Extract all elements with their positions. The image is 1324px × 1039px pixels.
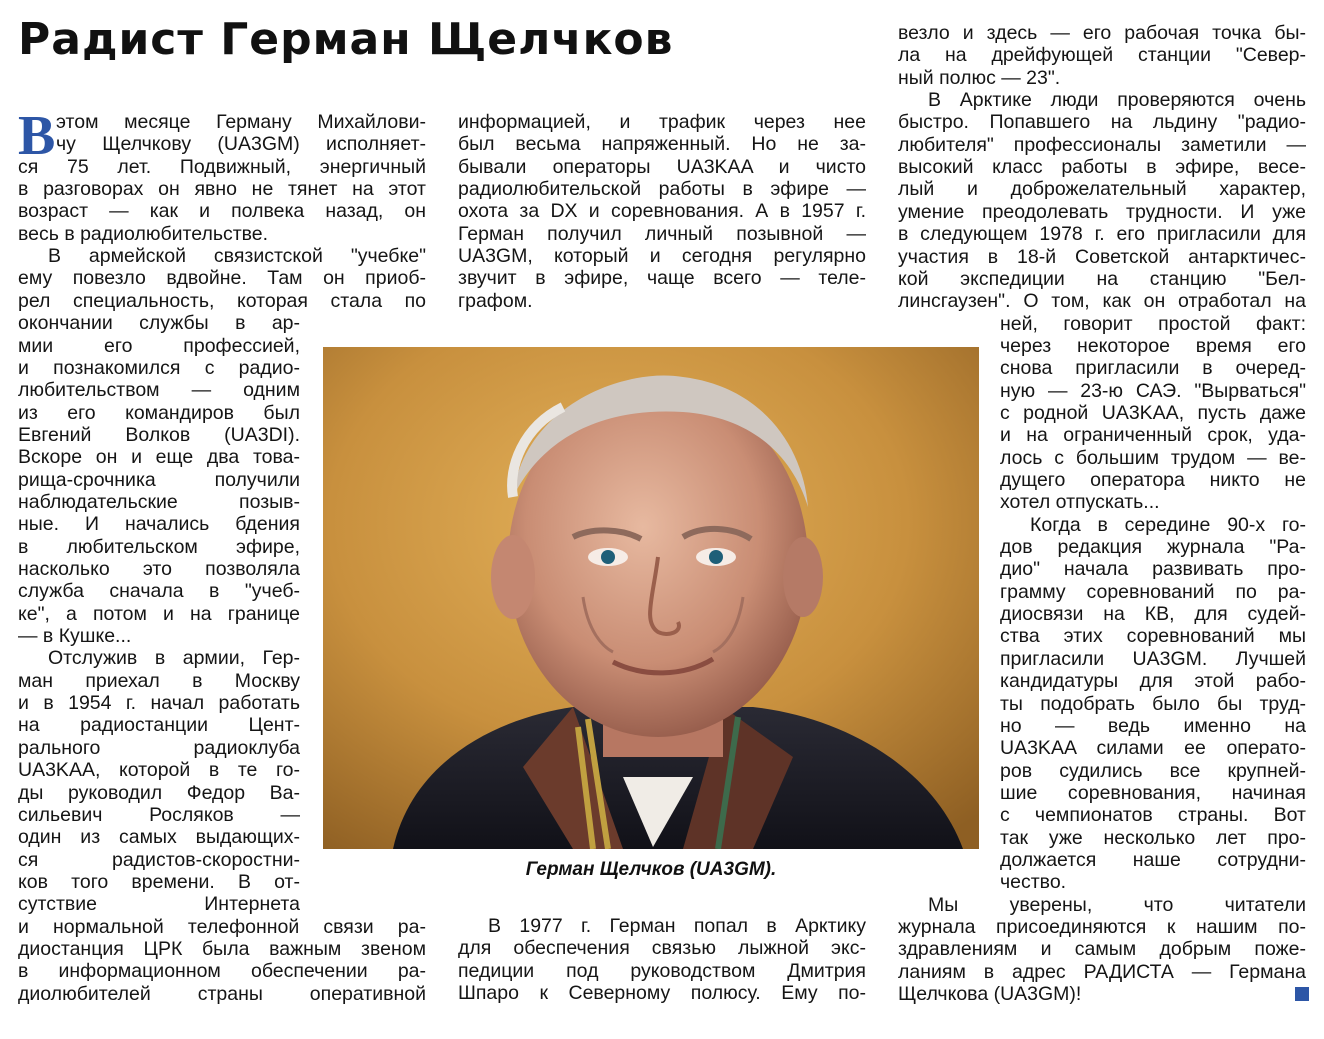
text-line: лось с большим трудом — ве- [1000,446,1306,469]
text-line: в информационном обеспечении ра- [18,960,426,983]
text-line: и нормальной телефонной связи ра- [18,915,426,938]
text-line: кой экспедиции на станцию "Бел- [898,267,1306,290]
text-line: линсгаузен". О том, как он отработал на [898,290,1306,313]
text-line: Отслужив в армии, Гер- [48,647,300,670]
text-line: ную — 23-ю САЭ. "Вырваться" [1000,379,1306,402]
text-line: но — ведь именно на [1000,714,1306,737]
photo-caption: Герман Щелчков (UA3GM). [525,859,777,880]
text-line: лый и доброжелательный характер, [898,178,1306,201]
text-line: с родной UA3KAA, пусть даже [1000,401,1306,424]
text-line: диосвязи на КВ, для судей- [1000,603,1306,626]
text-line: В армейской связистской "учебке" [48,245,426,268]
text-line: хотел отпускать... [1000,491,1160,514]
text-line: рального радиоклуба [18,736,300,759]
text-line: Шпаро к Северному полюсу. Ему по- [458,982,866,1005]
drop-cap: В [18,105,56,167]
text-line: из его командиров был [18,401,300,424]
text-line: возраст — как и полвека назад, он [18,200,426,223]
text-line: UA3KAA силами ее операто- [1000,737,1306,760]
text-line: сильевич Росляков — [18,803,300,826]
text-line: должается наше сотрудни- [1000,848,1306,871]
text-line: весь в радиолюбительстве. [18,222,269,245]
text-line: через некоторое время его [1000,334,1306,357]
text-line: дущего оператора никто не [1000,469,1306,491]
text-line: пригласили UA3GM. Лучшей [1000,647,1306,670]
text-line: — в Кушке... [18,625,132,648]
text-line: и в 1954 г. начал работать [18,692,300,715]
text-line: радиолюбительской работы в эфире — [458,178,866,201]
text-line: служба сначала в "учеб- [18,580,300,603]
text-line: ся радистов-скоростни- [18,848,300,871]
text-line: здравлениям и самым добрым поже- [898,938,1306,961]
text-line: звучит в эфире, чаще всего — теле- [458,267,866,290]
text-line: наблюдательские позыв- [18,490,300,513]
text-line: UA3GM, который и сегодня регулярно [458,245,866,268]
text-line: быстро. Попавшего на льдину "радио- [898,111,1306,134]
text-line: Вскоре он и еще два това- [18,446,300,469]
text-line: ков того времени. В от- [18,870,300,893]
text-line: ров судились все крупней- [1000,759,1306,782]
text-line: высокий класс работы в эфире, весе- [898,156,1306,179]
text-line: шие соревнования, начиная [1000,781,1306,804]
text-line: для обеспечения связью лыжной экс- [458,937,866,960]
text-line: графом. [458,289,533,312]
text-line: ты подобрать было бы труд- [1000,692,1306,715]
text-line: охота за DX и соревнования. А в 1957 г. [458,200,866,223]
text-line: рища-срочника получили [18,468,300,491]
text-line: ла на дрейфующей станции "Север- [898,44,1306,67]
text-line: сутствие Интернета [18,893,300,916]
portrait-photo [323,347,979,849]
text-line: снова пригласили в очеред- [1000,357,1306,380]
text-line: ему повезло вдвойне. Там он приоб- [18,267,426,290]
text-line: Когда в середине 90-х го- [1030,513,1306,536]
text-line: ке", а потом и на границе [18,602,300,625]
text-line: Герман получил личный позывной — [458,222,866,245]
text-line: умение преодолевать трудности. И уже [898,200,1306,223]
text-line: чество. [1000,871,1067,894]
text-line: с чемпионатов страны. Вот [1000,804,1306,827]
text-line: дио" начала развивать про- [1000,558,1306,581]
text-line: ланиям в адрес РАДИСТА — Германа [898,960,1306,983]
text-line: и познакомился с радио- [18,356,300,379]
text-line: информацией, и трафик через нее [458,111,866,133]
text-line: ман приехал в Москву [18,669,300,692]
text-line: Евгений Волков (UA3DI). [18,423,300,446]
text-line: на радиостанции Цент- [18,714,300,737]
text-line: в любительском эфире, [18,535,300,558]
text-line: ней, говорит простой факт: [1000,312,1306,335]
text-line: ные. И начались бдения [18,513,300,536]
article-title: Радист Герман Щелчков [18,14,674,65]
text-line: чу Щелчкову (UA3GM) исполняет- [56,133,426,156]
text-line: мии его профессией, [18,334,300,357]
text-line: журнала присоединяются к нашим по- [898,916,1306,938]
text-line: Мы уверены, что читатели [928,893,1306,916]
text-line: ный полюс — 23". [898,66,1061,89]
text-line: везло и здесь — его рабочая точка бы- [898,22,1306,44]
text-line: и на ограниченный срок, уда- [1000,424,1306,447]
text-line: так уже несколько лет про- [1000,826,1306,849]
text-line: ся 75 лет. Подвижный, энергичный [18,155,426,178]
text-line: один из самых выдающих- [18,826,300,849]
text-line: был весьма напряженный. Но не за- [458,133,866,156]
text-line: в разговорах он явно не тянет на этот [18,178,426,201]
text-line: в следующем 1978 г. его пригласили для [898,223,1306,246]
text-line: педиции под руководством Дмитрия [458,959,866,982]
text-line: В Арктике люди проверяются очень [928,89,1306,112]
text-line: диолюбителей страны оперативной [18,982,426,1005]
text-line: окончании службы в ар- [18,312,300,335]
text-line: диостанция ЦРК была важным звеном [18,937,426,960]
text-line: UA3KAA, которой в те го- [18,759,300,782]
text-line: ства этих соревнований мы [1000,625,1306,648]
text-line: дов редакция журнала "Ра- [1000,536,1306,559]
text-line: кандидатуры для этой рабо- [1000,670,1306,693]
text-line: любителя" профессионалы заметили — [898,133,1306,156]
text-line: насколько это позволяла [18,558,300,580]
text-line: этом месяце Герману Михайлови- [56,111,426,133]
text-line: грамму соревнований по ра- [1000,580,1306,603]
text-line: бывали операторы UA3KAA и чисто [458,155,866,178]
text-line: ды руководил Федор Ва- [18,781,300,804]
text-line: участия в 18-й Советской антарктичес- [898,245,1306,268]
end-of-article-mark [1295,987,1309,1001]
text-line: В 1977 г. Герман попал в Арктику [488,915,866,937]
text-line: Щелчкова (UA3GM)! [898,983,1082,1006]
text-line: любительством — одним [18,379,300,402]
text-line: рел специальность, которая стала по [18,289,426,312]
